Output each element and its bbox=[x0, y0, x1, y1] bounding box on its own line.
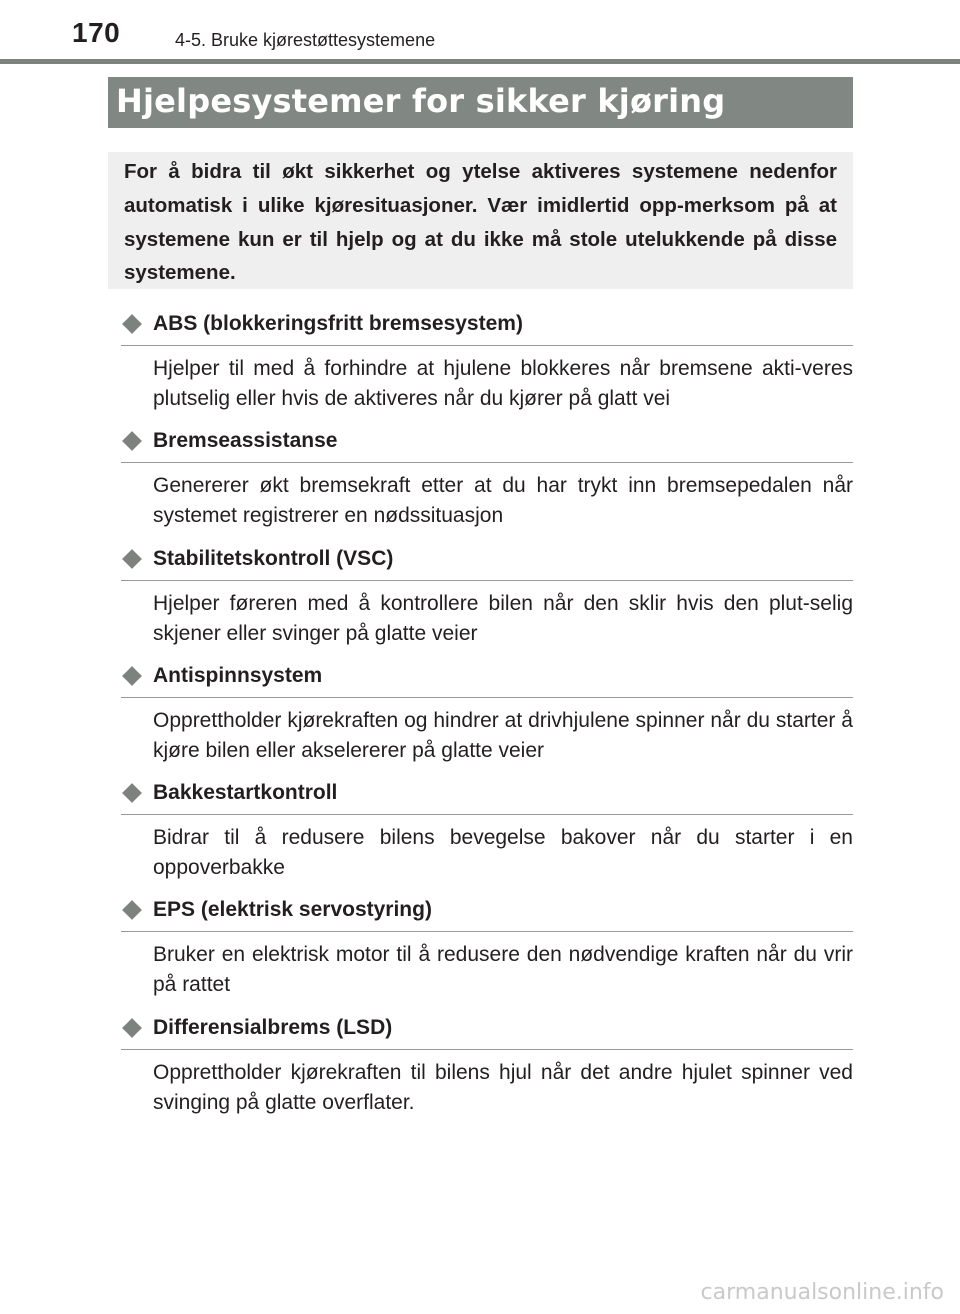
breadcrumb: 4-5. Bruke kjørestøttesystemene bbox=[175, 30, 436, 50]
diamond-bullet-icon bbox=[122, 549, 142, 569]
feature-title: EPS (elektrisk servostyring) bbox=[153, 898, 432, 922]
feature-description: Bruker en elektrisk motor til å redusere den nødvendige kraften når du vrir på rattet bbox=[153, 943, 853, 997]
feature-description: Hjelper føreren med å kontrollere bilen når den sklir hvis den plut-selig skjener eller svinger på glatte veier bbox=[153, 591, 853, 645]
feature-section bbox=[121, 1012, 853, 1129]
feature-heading bbox=[121, 894, 853, 932]
feature-heading bbox=[121, 543, 853, 581]
intro-text: For å bidra til økt sikkerhet og ytelse aktiveres systemene nedenfor automatisk i ulike kjøresituasjoner. Vær imidlertid opp-merksom på at systemene kun er til hjelp og at du ikke må stole utelukkende på disse systemene. bbox=[124, 160, 837, 285]
feature-description: Genererer økt bremsekraft etter at du har trykt inn bremsepedalen når systemet registrerer en nødssituasjon bbox=[153, 474, 853, 528]
feature-title: Stabilitetskontroll (VSC) bbox=[153, 546, 394, 570]
diamond-bullet-icon bbox=[122, 901, 142, 921]
feature-heading bbox=[121, 1012, 853, 1050]
feature-section bbox=[121, 425, 853, 542]
feature-description: Bidrar til å redusere bilens bevegelse bakover når du starter i en oppoverbakke bbox=[153, 826, 853, 880]
feature-heading bbox=[121, 660, 853, 698]
header-divider bbox=[0, 59, 960, 64]
feature-heading bbox=[121, 308, 853, 346]
feature-list bbox=[121, 308, 853, 1129]
feature-description: Opprettholder kjørekraften til bilens hjul når det andre hjulet spinner ved svinging på glatte overflater. bbox=[153, 1060, 853, 1114]
feature-description: Hjelper til med å forhindre at hjulene blokkeres når bremsene akti-veres plutselig eller hvis de aktiveres når du kjører på glatt vei bbox=[153, 357, 853, 410]
feature-section bbox=[121, 308, 853, 425]
diamond-bullet-icon bbox=[122, 783, 142, 803]
feature-title: Bremseassistanse bbox=[153, 429, 338, 453]
diamond-bullet-icon bbox=[122, 1018, 142, 1038]
feature-section bbox=[121, 777, 853, 894]
diamond-bullet-icon bbox=[122, 666, 142, 686]
feature-heading bbox=[121, 425, 853, 463]
watermark: carmanualsonline.info bbox=[700, 1280, 944, 1305]
diamond-bullet-icon bbox=[122, 431, 142, 451]
diamond-bullet-icon bbox=[122, 314, 142, 334]
feature-section bbox=[121, 543, 853, 660]
page-title: Hjelpesystemer for sikker kjøring bbox=[116, 82, 726, 120]
feature-title: Differensialbrems (LSD) bbox=[153, 1015, 393, 1039]
intro-box bbox=[108, 152, 853, 289]
feature-heading bbox=[121, 777, 853, 815]
page-number: 170 bbox=[72, 17, 121, 48]
title-banner bbox=[108, 77, 853, 128]
feature-description: Opprettholder kjørekraften og hindrer at drivhjulene spinner når du starter å kjøre bilen eller akselererer på glatte veier bbox=[153, 708, 853, 762]
feature-section bbox=[121, 894, 853, 1011]
feature-title: ABS (blokkeringsfritt bremsesystem) bbox=[153, 312, 523, 335]
feature-title: Antispinnsystem bbox=[153, 663, 323, 687]
feature-title: Bakkestartkontroll bbox=[153, 781, 338, 805]
feature-section bbox=[121, 660, 853, 777]
